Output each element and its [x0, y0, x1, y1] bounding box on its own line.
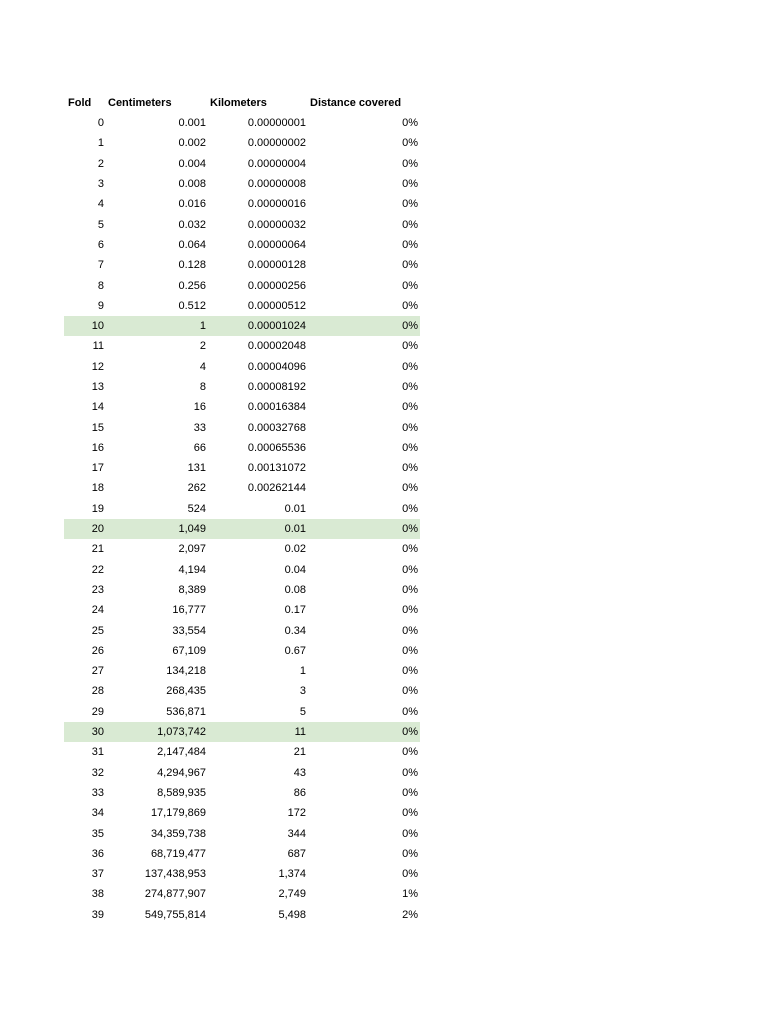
- column-header-centimeters: Centimeters: [108, 97, 172, 109]
- cell-centimeters: 134,218: [166, 665, 206, 678]
- cell-kilometers: 0.34: [284, 624, 306, 637]
- table-row: [64, 154, 420, 174]
- cell-distance-covered: 0%: [308, 316, 420, 336]
- cell-fold: 5: [97, 218, 104, 231]
- cell-centimeters: 33: [193, 421, 206, 434]
- table-row: [64, 864, 420, 884]
- cell-distance-covered: 0%: [402, 604, 418, 617]
- cell-fold: 2: [97, 157, 104, 170]
- cell-centimeters: 137,438,953: [144, 868, 206, 881]
- cell-centimeters: 274,877,907: [144, 888, 206, 901]
- table-row: [64, 560, 420, 580]
- cell-distance-covered: 0%: [402, 157, 418, 170]
- cell-distance-covered: 0%: [402, 807, 418, 820]
- table-row: [64, 438, 420, 458]
- cell-centimeters: 16,777: [172, 604, 206, 617]
- cell-kilometers: 0.17: [284, 604, 306, 617]
- table-row: [64, 539, 420, 559]
- cell-distance-covered: 0%: [308, 722, 420, 742]
- cell-distance-covered: 0%: [402, 685, 418, 698]
- table-row: [64, 255, 420, 275]
- cell-kilometers: 0.00016384: [247, 401, 306, 414]
- cell-centimeters: 549,755,814: [144, 908, 206, 921]
- cell-centimeters: 2: [199, 340, 206, 353]
- cell-centimeters: 33,554: [172, 624, 206, 637]
- table-row: [64, 844, 420, 864]
- cell-fold: 24: [91, 604, 104, 617]
- cell-fold: 17: [91, 462, 104, 475]
- table-row: [64, 722, 420, 742]
- cell-fold: 11: [92, 340, 104, 353]
- cell-distance-covered: 0%: [402, 624, 418, 637]
- cell-centimeters: 0.001: [178, 117, 206, 130]
- cell-centimeters: 4: [199, 360, 206, 373]
- table-row: [64, 397, 420, 417]
- cell-kilometers: 1: [299, 665, 306, 678]
- cell-kilometers: 0.00000128: [247, 259, 306, 272]
- cell-fold: 6: [97, 238, 104, 251]
- cell-centimeters: 1,073,742: [106, 722, 208, 742]
- cell-distance-covered: 0%: [402, 401, 418, 414]
- cell-fold: 3: [97, 178, 104, 191]
- table-row: [64, 580, 420, 600]
- cell-distance-covered: 0%: [402, 421, 418, 434]
- cell-kilometers: 0.00000064: [247, 238, 306, 251]
- cell-centimeters: 0.016: [178, 198, 206, 211]
- cell-centimeters: 268,435: [166, 685, 206, 698]
- cell-kilometers: 0.01: [208, 519, 308, 539]
- cell-kilometers: 0.00000016: [247, 198, 306, 211]
- cell-distance-covered: 0%: [402, 198, 418, 211]
- cell-kilometers: 0.04: [284, 563, 306, 576]
- cell-centimeters: 0.004: [178, 157, 206, 170]
- table-row: [64, 905, 420, 925]
- cell-fold: 34: [91, 807, 104, 820]
- cell-fold: 13: [91, 381, 104, 393]
- cell-centimeters: 1: [106, 316, 208, 336]
- cell-centimeters: 131: [187, 462, 206, 475]
- cell-fold: 38: [91, 888, 104, 901]
- table-row: [64, 499, 420, 519]
- cell-kilometers: 5,498: [278, 908, 306, 921]
- cell-distance-covered: 0%: [402, 583, 418, 596]
- cell-distance-covered: 2%: [402, 908, 418, 921]
- cell-centimeters: 8: [199, 381, 206, 393]
- cell-distance-covered: 0%: [402, 827, 418, 840]
- column-header-kilometers: Kilometers: [210, 97, 267, 109]
- cell-centimeters: 8,589,935: [157, 786, 206, 799]
- cell-fold: 26: [91, 644, 104, 657]
- cell-fold: 36: [91, 847, 104, 860]
- cell-centimeters: 4,194: [178, 563, 206, 576]
- cell-centimeters: 524: [187, 502, 206, 515]
- table-row: [64, 661, 420, 681]
- cell-fold: 27: [91, 665, 104, 678]
- table-row: [64, 296, 420, 316]
- cell-kilometers: 1,374: [278, 868, 306, 881]
- table-row: [64, 458, 420, 478]
- cell-fold: 4: [97, 198, 104, 211]
- cell-distance-covered: 0%: [402, 746, 418, 759]
- cell-distance-covered: 0%: [402, 340, 418, 353]
- cell-fold: 33: [91, 786, 104, 799]
- cell-kilometers: 0.67: [284, 644, 306, 657]
- cell-kilometers: 0.00001024: [208, 316, 308, 336]
- cell-centimeters: 262: [187, 482, 206, 495]
- cell-fold: 10: [64, 316, 106, 336]
- cell-distance-covered: 0%: [402, 786, 418, 799]
- cell-centimeters: 536,871: [166, 705, 206, 718]
- cell-fold: 21: [91, 543, 104, 556]
- cell-kilometers: 687: [287, 847, 306, 860]
- cell-centimeters: 67,109: [172, 644, 206, 657]
- cell-fold: 37: [91, 868, 104, 881]
- cell-fold: 7: [97, 259, 104, 272]
- cell-distance-covered: 0%: [402, 766, 418, 779]
- cell-centimeters: 0.008: [178, 178, 206, 191]
- cell-fold: 29: [91, 705, 104, 718]
- cell-distance-covered: 0%: [402, 462, 418, 475]
- cell-kilometers: 0.00000032: [247, 218, 306, 231]
- header-row: [64, 93, 420, 113]
- cell-centimeters: 2,147,484: [157, 746, 206, 759]
- cell-kilometers: 0.00000256: [247, 279, 306, 292]
- cell-centimeters: 0.256: [178, 279, 206, 292]
- cell-kilometers: 5: [299, 705, 306, 718]
- cell-fold: 16: [91, 441, 104, 454]
- cell-kilometers: 172: [287, 807, 306, 820]
- table-row: [64, 803, 420, 823]
- cell-centimeters: 4,294,967: [157, 766, 206, 779]
- cell-kilometers: 0.00002048: [247, 340, 306, 353]
- cell-kilometers: 0.01: [284, 502, 306, 515]
- table-row: [64, 884, 420, 904]
- cell-fold: 15: [91, 421, 104, 434]
- cell-distance-covered: 0%: [402, 868, 418, 881]
- cell-fold: 25: [91, 624, 104, 637]
- table-row: [64, 133, 420, 153]
- table-row: [64, 174, 420, 194]
- table-row: [64, 620, 420, 640]
- cell-distance-covered: 0%: [402, 705, 418, 718]
- cell-kilometers: 0.00000002: [247, 137, 306, 150]
- cell-distance-covered: 0%: [402, 644, 418, 657]
- cell-kilometers: 0.02: [284, 543, 306, 556]
- cell-fold: 28: [91, 685, 104, 698]
- cell-kilometers: 0.00000001: [247, 117, 306, 130]
- cell-distance-covered: 0%: [402, 218, 418, 231]
- cell-distance-covered: 0%: [402, 381, 418, 393]
- cell-fold: 19: [91, 502, 104, 515]
- fold-distance-table: [64, 93, 420, 925]
- cell-centimeters: 0.002: [178, 137, 206, 150]
- table-row: [64, 519, 420, 539]
- table-row: [64, 316, 420, 336]
- cell-fold: 14: [91, 401, 104, 414]
- cell-kilometers: 86: [293, 786, 306, 799]
- cell-fold: 20: [64, 519, 106, 539]
- cell-kilometers: 344: [287, 827, 306, 840]
- cell-centimeters: 17,179,869: [150, 807, 206, 820]
- cell-kilometers: 0.08: [284, 583, 306, 596]
- cell-centimeters: 0.064: [178, 238, 206, 251]
- cell-fold: 32: [91, 766, 104, 779]
- cell-fold: 1: [97, 137, 104, 150]
- cell-distance-covered: 0%: [402, 847, 418, 860]
- column-header-distance-covered: Distance covered: [310, 97, 402, 109]
- table-row: [64, 275, 420, 295]
- table-row: [64, 823, 420, 843]
- cell-fold: 23: [91, 583, 104, 596]
- cell-fold: 9: [97, 299, 104, 312]
- cell-distance-covered: 0%: [402, 117, 418, 130]
- table-body: [64, 113, 420, 925]
- table-row: [64, 113, 420, 133]
- cell-distance-covered: 0%: [402, 137, 418, 150]
- table-row: [64, 214, 420, 234]
- cell-distance-covered: 0%: [402, 482, 418, 495]
- cell-distance-covered: 0%: [402, 563, 418, 576]
- cell-fold: 35: [91, 827, 104, 840]
- cell-kilometers: 0.00000512: [247, 299, 306, 312]
- table-row: [64, 742, 420, 762]
- cell-centimeters: 0.512: [178, 299, 206, 312]
- cell-centimeters: 66: [193, 441, 206, 454]
- cell-distance-covered: 0%: [402, 441, 418, 454]
- cell-centimeters: 16: [193, 401, 206, 414]
- cell-kilometers: 2,749: [278, 888, 306, 901]
- cell-kilometers: 43: [293, 766, 306, 779]
- cell-fold: 8: [97, 279, 104, 292]
- cell-distance-covered: 0%: [402, 259, 418, 272]
- cell-kilometers: 0.00000004: [247, 157, 306, 170]
- table-row: [64, 194, 420, 214]
- cell-fold: 18: [91, 482, 104, 495]
- cell-kilometers: 0.00032768: [247, 421, 306, 434]
- cell-kilometers: 21: [293, 746, 306, 759]
- table-row: [64, 336, 420, 356]
- cell-kilometers: 0.00131072: [247, 462, 306, 475]
- cell-kilometers: 0.00004096: [247, 360, 306, 373]
- cell-centimeters: 2,097: [178, 543, 206, 556]
- cell-kilometers: 0.00008192: [247, 381, 306, 393]
- cell-kilometers: 0.00000008: [247, 178, 306, 191]
- cell-distance-covered: 0%: [308, 519, 420, 539]
- table-row: [64, 763, 420, 783]
- cell-distance-covered: 0%: [402, 360, 418, 373]
- spreadsheet: [64, 93, 420, 925]
- column-header-fold: Fold: [68, 97, 92, 109]
- cell-fold: 39: [91, 908, 104, 921]
- cell-centimeters: 8,389: [178, 583, 206, 596]
- cell-kilometers: 0.00065536: [247, 441, 306, 454]
- cell-fold: 0: [97, 117, 104, 130]
- cell-distance-covered: 0%: [402, 279, 418, 292]
- cell-distance-covered: 0%: [402, 502, 418, 515]
- table-row: [64, 641, 420, 661]
- cell-kilometers: 11: [208, 722, 308, 742]
- cell-centimeters: 1,049: [106, 519, 208, 539]
- table-row: [64, 417, 420, 437]
- cell-distance-covered: 1%: [402, 888, 418, 901]
- table-row: [64, 600, 420, 620]
- cell-fold: 12: [91, 360, 104, 373]
- cell-centimeters: 0.128: [178, 259, 206, 272]
- cell-distance-covered: 0%: [402, 299, 418, 312]
- cell-centimeters: 34,359,738: [150, 827, 206, 840]
- table-row: [64, 681, 420, 701]
- table-row: [64, 702, 420, 722]
- table-row: [64, 377, 420, 397]
- table-row: [64, 235, 420, 255]
- table-row: [64, 357, 420, 377]
- cell-centimeters: 68,719,477: [150, 847, 206, 860]
- cell-fold: 22: [91, 563, 104, 576]
- table-row: [64, 478, 420, 498]
- cell-distance-covered: 0%: [402, 238, 418, 251]
- cell-kilometers: 0.00262144: [247, 482, 306, 495]
- cell-fold: 30: [64, 722, 106, 742]
- cell-distance-covered: 0%: [402, 543, 418, 556]
- cell-centimeters: 0.032: [178, 218, 206, 231]
- table-row: [64, 783, 420, 803]
- cell-distance-covered: 0%: [402, 665, 418, 678]
- cell-fold: 31: [91, 746, 104, 759]
- cell-distance-covered: 0%: [402, 178, 418, 191]
- cell-kilometers: 3: [299, 685, 306, 698]
